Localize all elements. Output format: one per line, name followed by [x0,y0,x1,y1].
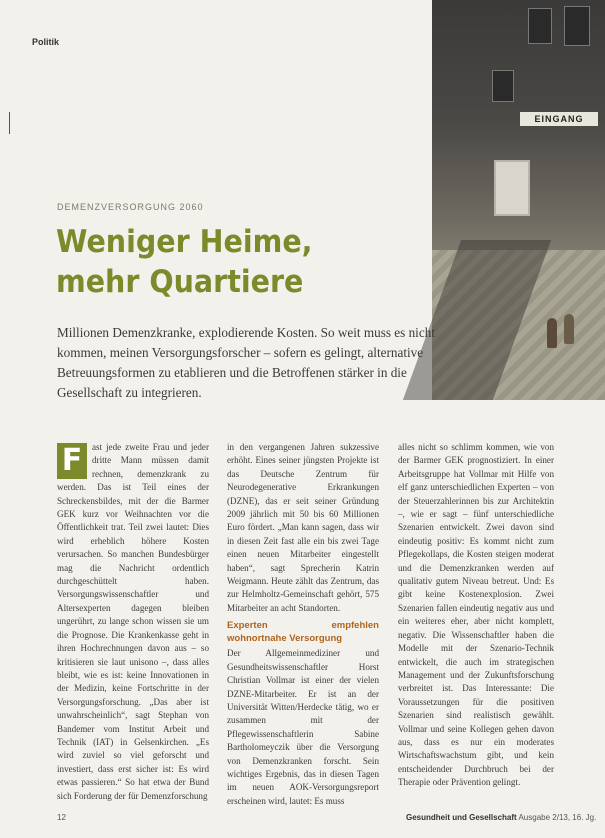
magazine-name: Gesundheit und Gesellschaft [406,813,517,822]
page-number: 12 [57,813,66,822]
margin-tick [9,112,10,134]
drop-cap: F [57,443,87,479]
article-lead: Millionen Demenzkranke, explodierende Kosten. So weit muss es nicht kommen, meinen Versorgungsforscher – sofern es gelingt, alternative Betreuungsformen zu etablieren und die Betroffenen stärker in die Gesellschaft zu integrieren. [57,325,435,400]
body-text: alles nicht so schlimm kommen, wie von der Barmer GEK prognostiziert. In einer Arbeitsgruppe hat Vollmar mit Hilfe von elf ganz unterschiedlichen Experten – von der Steuerzahlerinnen bis zur Architektin –, wie er sagt – fünf unterschiedliche Szenarien entwickelt. Zwei davon sind eindeutig positiv: Es kommt nicht zum Pflegekollaps, die Kosten steigen moderat und die Demenzkranken werden auf qualitativ gutem Niveau betreut. Und: Es gibt keine Kostenexplosion. Zwei Szenarien fallen eindeutig negativ aus und ein weiteres eher, aber nicht komplett, negativ. Die Wissenschaftler haben die Modelle mit der Szenario-Technik entwickelt, die auch im strategischen Management und der Zukunftsforschung verbreitet ist. Das Interessante: Die Voraussetzungen für die positiven Szenarien sind realistisch gewählt. Vollmar und seine Kollegen gehen davon aus, dass es nur ein moderates Wirtschaftswachstum gibt, und kein entscheidender Durchbruch bei der Therapie oder Prävention gelingt. [398,442,554,788]
article-headline: Weniger Heime, mehr Quartiere [56,224,313,300]
body-text: Der Allgemeinmediziner und Gesundheitswissenschaftler Horst Christian Vollmar ist einer der vielen DZNE-Mitarbeiter. Er ist an der Universität Witten/Herdecke tätig, wo er zusammen mit der Pflegewissenschaftlerin Sabine Bartholomeyczik über die Versorgung von Demenzkranken forscht. Sein wichtiges Ergebnis, das in diesen Tagen im neuen AOK-Versorgungsreport erscheinen wird, lautet: Es muss [227,648,379,806]
article-kicker: DEMENZVERSORGUNG 2060 [57,202,204,212]
section-subhead: Experten empfehlen wohnortnahe Versorgung [227,620,379,645]
photo-window [564,6,590,46]
photo-window [492,70,514,102]
footer-magazine [406,813,596,822]
body-text: in den vergangenen Jahren sukzessive erhöht. Eines seiner jüngsten Projekte ist das Deutsche Zentrum für Neurodegenerative Erkrankungen (DZNE), das er seit seiner Gründung 2009 jährlich mit 50 bis 60 Millionen Euro fördert. „Man kann sagen, dass wir in diesen Zeit fast alle ein bis zwei Tage einen neuen Mitarbeiter eingestellt haben“, sagt Sprecherin Katrin Weigmann. Heute zählt das Zentrum, das zur Helmholtz-Gemeinschaft gehört, 575 Mitarbeiter an acht Standorten. [227,442,379,613]
photo-door [494,160,530,216]
photo-window [528,8,552,44]
photo-sign: EINGANG [520,112,598,126]
section-label: Politik [32,37,60,47]
body-column-1 [57,441,209,801]
body-text: ast jede zweite Frau und jeder dritte Mann müssen damit rechnen, demenzkrank zu werden. Das ist Teil eines der Schreckensbildes, mit der die Barmer GEK kurz vor Weihnachten vor die Öffentlichkeit trat. Teil zwei lautet: Dies wird erheblich höhere Kosten verursachen. So manchen Bundesbürger mag die Nachricht ordentlich durchgeschüttelt haben. Versorgungswissenschaftler und Altersexperten dagegen bleiben ungerührt, zu lange schon wissen sie um die Prognose. Die Krankenkasse geht in ihren Hochrechnungen davon aus – so kritisieren sie laut unisono –, dass alles bleibt, wie es ist: keine Innovationen in der Medizin, keine Fortschritte in der Versorgungsforschung. „Das aber ist unwahrscheinlich“, sagt Stephan von Bandemer vom Institut Arbeit und Technik (IAT) in Gelsenkirchen. „Es wird zuviel so viel geforscht und investiert, dass erst sicher ist: Es wird etwas passieren.“ So hat etwa der Bund sich Forderung der für Demenzforschung [57,442,209,801]
photo-person [564,314,574,344]
article-photo [432,0,605,400]
issue-info: Ausgabe 2/13, 16. Jg. [518,813,597,822]
body-column-2 [227,441,379,806]
photo-person [547,318,557,348]
body-column-3 [398,441,554,793]
